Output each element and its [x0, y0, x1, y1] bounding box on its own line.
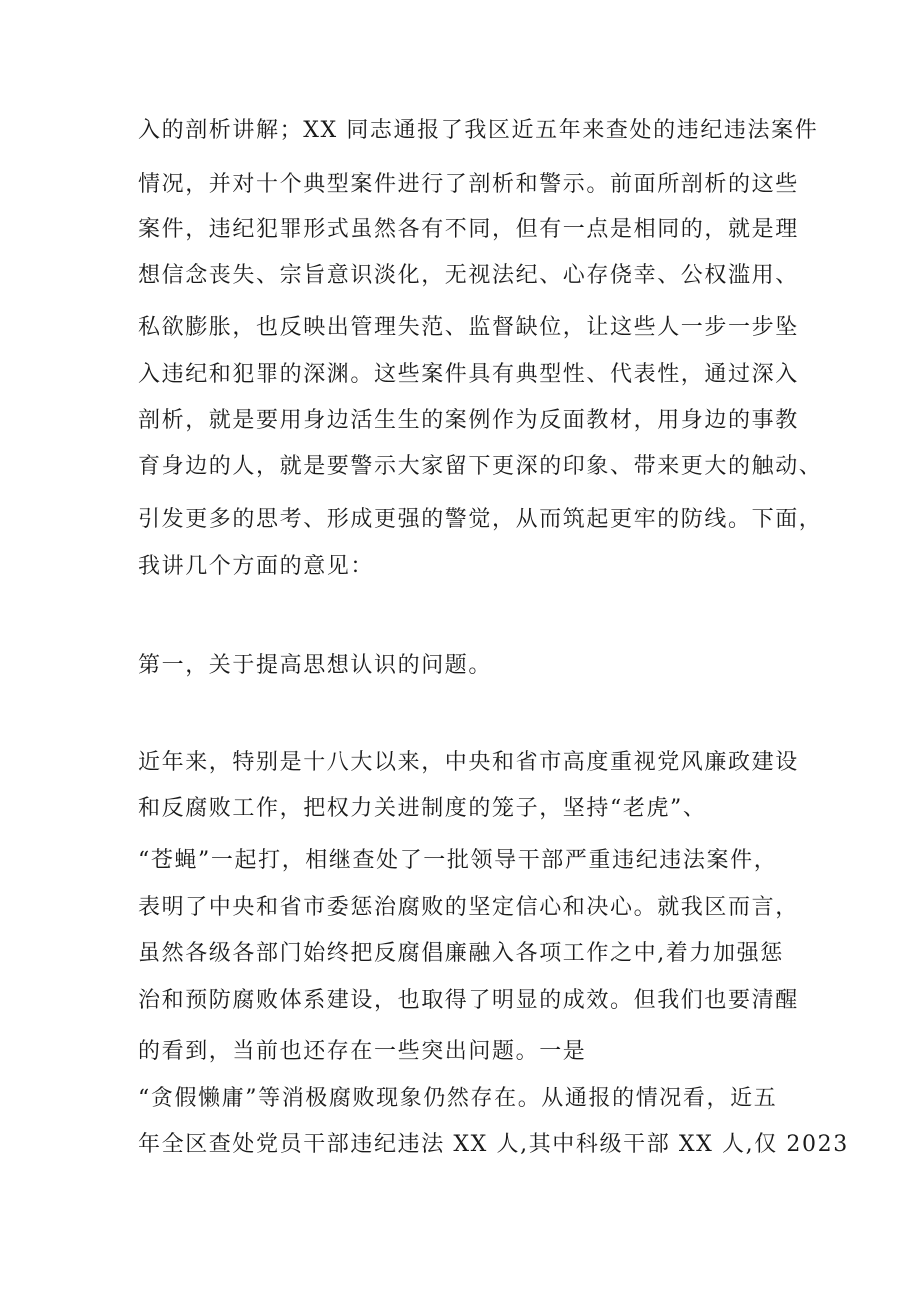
paragraph-2-line: 表明了中央和省市委惩治腐败的坚定信心和决心。就我区而言， [138, 895, 799, 920]
paragraph-1-line: 想信念丧失、宗旨意识淡化，无视法纪、心存侥幸、公权滥用、 [138, 263, 799, 288]
paragraph-1-line: 入违纪和犯罪的深渊。这些案件具有典型性、代表性，通过深入 [138, 362, 799, 387]
paragraph-2-line: 虽然各级各部门始终把反腐倡廉融入各项工作之中,着力加强惩 [138, 941, 784, 966]
paragraph-2-line: “苍蝇”一起打，相继查处了一批领导干部严重违纪违法案件， [138, 848, 778, 873]
paragraph-1-line: 育身边的人，就是要警示大家留下更深的印象、带来更大的触动、 [138, 454, 823, 479]
paragraph-1-line: 剖析，就是要用身边活生生的案例作为反面教材，用身边的事教 [138, 408, 799, 433]
paragraph-2-line: 年全区查处党员干部违纪违法 XX 人,其中科级干部 XX 人,仅 2023 [138, 1132, 849, 1157]
paragraph-1-line: 引发更多的思考、形成更强的警觉，从而筑起更牢的防线。下面， [138, 507, 823, 532]
paragraph-1-line: 入的剖析讲解；XX 同志通报了我区近五年来查处的违纪违法案件 [138, 118, 819, 143]
paragraph-2-line: “贪假懒庸”等消极腐败现象仍然存在。从通报的情况看，近五 [138, 1086, 778, 1111]
paragraph-2-line: 治和预防腐败体系建设，也取得了明显的成效。但我们也要清醒 [138, 988, 799, 1013]
section-heading: 第一，关于提高思想认识的问题。 [138, 653, 493, 678]
paragraph-1-line: 案件，违纪犯罪形式虽然各有不同，但有一点是相同的，就是理 [138, 217, 799, 242]
paragraph-1-line: 私欲膨胀，也反映出管理失范、监督缺位，让这些人一步一步坠 [138, 315, 799, 340]
paragraph-1-line: 我讲几个方面的意见： [138, 554, 375, 579]
paragraph-2-line: 和反腐败工作，把权力关进制度的笼子，坚持“老虎”、 [138, 796, 707, 821]
paragraph-2-line: 近年来，特别是十八大以来，中央和省市高度重视党风廉政建设 [138, 750, 799, 775]
paragraph-2-line: 的看到，当前也还存在一些突出问题。一是 [138, 1039, 587, 1064]
paragraph-1-line: 情况，并对十个典型案件进行了剖析和警示。前面所剖析的这些 [138, 172, 799, 197]
